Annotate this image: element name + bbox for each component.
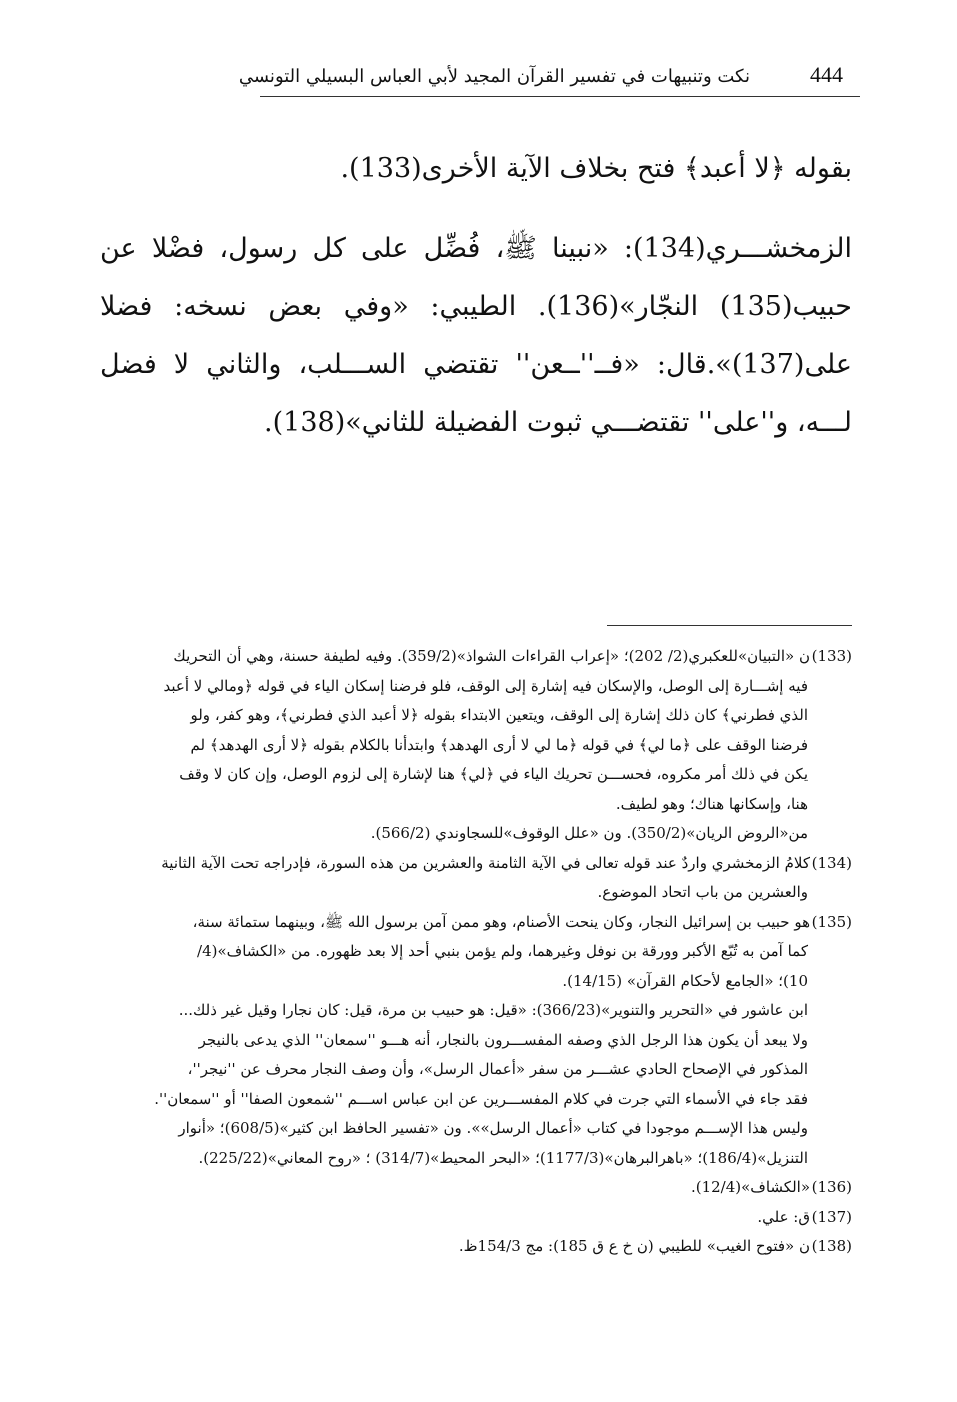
footnote-number: (133) <box>811 647 852 665</box>
footnote-line: كلامُ الزمخشري واردٌ عند قوله تعالى في الآية الثامنة والعشرين من هذه السورة، فإدراجه تحت الآية الثانية <box>161 853 810 872</box>
footnote-line: هنا، وإسكانها هناك؛ وهو لطيف. <box>615 794 808 813</box>
footnote <box>100 908 852 938</box>
footnote <box>100 1232 852 1262</box>
main-text <box>100 140 852 452</box>
footnote-line: 10)؛ «الجامع لأحكام القرآن» (14/15). <box>562 971 808 990</box>
footnote-line: المذكور في الإصحاح الحادي عشـــر من سفر «أعمال الرسل»، وأن وصف النجار محرف عن ''نيجر''، <box>187 1060 808 1078</box>
footnote-number: (137) <box>811 1207 852 1226</box>
footnote-line: ولا يبعد أن يكون هذا الرجل الذي وصفه المفســـرون بالنجار، أنه هـــو ''سمعان'' الذي يدعى بالنيجر <box>198 1030 808 1049</box>
footnote-line: فيه إشـــارة إلى الوصل، والإسكان فيه إشارة إلى الوقف، فلو فرضنا إسكان الياء في قوله ﴿ومالي لا أعبد <box>163 676 808 695</box>
paragraph: الزمخشـــري(134): «نبينا ﷺ، فُضِّل على كل رسول، فضْلا عن حبيب(135) النجّار»(136). الطيبي: «وفي بعض نسخه: فضلا على(137)».قال: «فــ''ــعن'' تقتضي الســـلب، والثاني لا فضل لـــه، و''على'' تقتضـــي ثبوت الفضيلة للثاني»(138). <box>100 233 852 438</box>
footnote-line: فقد جاء في الأسماء التي جرت في كلام المفســـرين عن ابن عباس اســـم ''شمعون الصفا'' أو ''سمعان''. <box>154 1089 808 1108</box>
header-rule <box>260 96 860 97</box>
footnote <box>100 1203 852 1233</box>
footnote <box>100 849 852 879</box>
footnote-separator <box>607 625 852 626</box>
footnote-line: ن «التبيان»للعكبري(2/ 202)؛ «إعراب القراءات الشواذ»(359/2). وفيه لطيفة حسنة، وهي أن التحريك <box>173 647 810 665</box>
footnote-line: التنزيل»(186/4)؛ «باهرالبرهان»(1177/3)؛ «البحر المحيط»(314/7) ؛ «روح المعاني»(225/22). <box>198 1148 808 1167</box>
page-header <box>238 62 860 98</box>
footnote-line: وليس هذا الإســـم موجودا في كتاب «أعمال الرسل»». ون «تفسير الحافظ ابن كثير»(608/5)؛ «أنوار <box>178 1119 808 1137</box>
footnote-line: ن «فتوح الغيب» للطيبي (ن خ ع ق 185): مج 154/3ظ. <box>458 1237 810 1255</box>
paragraph: بقوله ﴿لا أعبد﴾ فتح بخلاف الآية الأخرى(133). <box>340 153 852 184</box>
footnote-line: والعشرين من باب اتحاد الموضوع. <box>597 883 808 901</box>
footnote <box>100 1173 852 1203</box>
footnote-line: يكن في ذلك أمر مكروه، فحســـن تحريك الياء في ﴿لي﴾ هنا لإشارة إلى لزوم الوصل، وإن كان لا وقف <box>179 765 808 783</box>
footnote-line: من«الروض الريان»(350/2). ون «علل الوقوف»للسجاوندي (566/2). <box>370 824 808 842</box>
footnote-line: ق: علي. <box>757 1207 810 1226</box>
footnote-line: فرضنا الوقف على ﴿ما لي﴾ في قوله ﴿ما لي لا أرى الهدهد﴾ وابتدأنا بالكلام بقوله ﴿لا أرى الهدهد﴾ لم <box>190 735 808 754</box>
running-title: نكت وتنبيهات في تفسير القرآن المجيد لأبي العباس البسيلي التونسي <box>238 66 750 87</box>
page-number: 444 <box>810 62 843 87</box>
footnote-line: ابن عاشور في «التحرير والتنوير»(366/23): «قيل: هو حبيب بن مرة، قيل: كان نجارا وقيل غير ذلك... <box>178 1001 808 1019</box>
footnote-line: «الكشاف»(12/4). <box>690 1178 810 1196</box>
footnote-number: (135) <box>811 912 852 931</box>
footnote-line: هو حبيب بن إسرائيل النجار، وكان ينحت الأصنام، وهو ممن آمن برسول الله ﷺ، وبينهما ستمائة سنة، <box>192 912 810 931</box>
footnote <box>100 642 852 672</box>
footnote-number: (134) <box>811 853 852 872</box>
footnote-number: (136) <box>811 1178 852 1196</box>
footnotes <box>100 642 852 1262</box>
footnote-number: (138) <box>811 1237 852 1255</box>
footnote-line: الذي فطرني﴾ كان ذلك إشارة إلى الوقف، ويتعين الابتداء بقوله ﴿لا أعبد الذي فطرني﴾، وهو كفر، ولو <box>190 706 808 724</box>
footnote-line: كما آمن به تُبّع الأكبر وورقة بن نوفل وغيرهما، ولم يؤمن بنبي أحد إلا بعد ظهوره. من «الكشاف»(4/ <box>197 942 808 960</box>
